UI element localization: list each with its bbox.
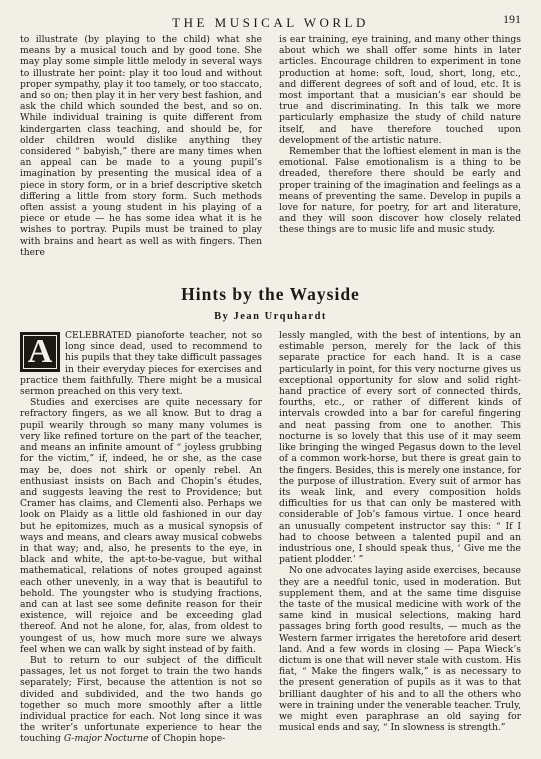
article-title: Hints by the Wayside xyxy=(181,284,360,305)
article-left-paragraph-2: Studies and exercises are quite necessary for refractory fingers, as we all know. But to drag a pupil wearily through so many many volumes is very like refined torture on the part of the teacher, and means an infinite amount of “ joyless grubbing for the victim,” if, indeed, he or she, as the case may be, does not shirk or openly rebel. An enthusiast insists on Bach and Chopin’s études, and suggests leaving the rest to Providence; but Cramer has claims, and Clementi also. Perhaps we look on Plaidy as a little old fashioned in our day but he epitomizes, much as a musical synopsis of ways and means, and clears away musical cobwebs in that way; and, also, he presents to the eye, in black and white, the apt-to-be-vague, but withal mathematical, relations of notes grouped against each other unevenly, in a way that is beautiful to behold. The youngster who is studying fractions, and can at last see some definite reason for their existence, will rejoice and be exceeding glad thereof. And not he alone, for, alas, from oldest to youngest of us, how much more sure we always feel when we can walk by sight instead of by faith. xyxy=(20,397,262,655)
page-number: 191 xyxy=(503,12,521,26)
article-right-paragraph-2: No one advocates laying aside exercises, because they are a needful tonic, used in moderation. But supplement them, and at the same time disguise the taste of the musical medicine with work of the same kind in musical selections, making hard passages bring forth good results, — much as the Western farmer irrigates the heretofore arid desert land. And a few words in closing — Papa Wieck’s dictum is one that will never stale with custom. His fiat, “ Make the fingers walk,” is as necessary to the present generation of pupils as it was to that brilliant daughter of his and to all the others who were in training under the venerable teacher. Truly, we might even paraphrase an old saying for musical ends and say, “ In slowness is strength.” xyxy=(279,565,521,734)
article-byline: By Jean Urquhardt xyxy=(214,311,327,323)
top-left-column xyxy=(20,34,262,258)
running-title: THE MUSICAL WORLD xyxy=(172,15,369,30)
nocturne-title: G-major Nocturne xyxy=(63,733,149,745)
article-right-paragraph-1: lessly mangled, with the best of intentions, by an estimable person, merely for the lack of this separate practice for each hand. It is a case particularly in point, for this very nocturne gives us exceptional opportunity for slow and solid right-hand practice of every sort of connected thirds, fourths, etc., or rather of different kinds of intervals crowded into a bar for careful fingering and neat passing from one to another. This nocturne is so lovely that this use of it may seem like bringing the winged Pegasus down to the level of a common work-horse, but there is great gain to the fingers. Besides, this is merely one instance, for the purpose of illustration. Every suit of armor has its weak link, and every composition holds difficulties for us that can only be mastered with considerable of Job’s famous virtue. I once heard an unusually competent instructor say this: “ If I had to choose between a talented pupil and an industrious one, I should speak thus, ‘ Give me the patient plodder.’ ” xyxy=(279,330,521,566)
top-right-column xyxy=(279,34,521,258)
article-left-column xyxy=(20,330,262,745)
paragraph-3-text-start: But to return to our subject of the difficult passages, let us not forget to train the two hands separately; First, because the attention is not so divided and subdivided, and the two hands go together so much more smoothly after a little individual practice for each. Not long since it was the writer’s unfortunate experience to hear the touching xyxy=(20,654,262,745)
top-left-paragraph: to illustrate (by playing to the child) what she means by a musical touch and by good tone. She may play some simple little melody in several ways to illustrate her point: play it too loud and without proper sympathy, play it too tamely, or too staccato, and so on; then play it in her very best fashion, and ask the child which sounded the best, and so on. While individual training is quite different from kindergarten class teaching, and should be, for older children would dislike anything they considered “ babyish,” there are many times when an appeal can be made to a young pupil’s imagination by presenting the musical idea of a piece in story form, or in a brief descriptive sketch differing a little from story form. Such methods often assist a young student in his playing of a piece or etude — he has some idea what it is he wishes to portray. Pupils must be trained to play with brains and heart as well as with fingers. Then there xyxy=(20,34,262,258)
paragraph-3-text-end: of Chopin hope- xyxy=(148,733,226,745)
article-left-paragraph-1-text: CELEBRATED pianoforte teacher, not so long since dead, used to recommend to his pupils that they take difficult passages in their everyday pieces for exercises and practice them faithfully. There might be a musical sermon preached on this very text. xyxy=(20,330,262,398)
article-left-paragraph-3 xyxy=(20,655,262,745)
top-right-paragraph-2: Remember that the loftiest element in man is the emotional. False emotionalism is a thing to be dreaded, therefore there should be early and proper training of the imagination and feelings as a means of preventing the same. Develop in pupils a love for nature, for poetry, for art and literature, and they will soon discover how closely related these things are to music life and music study. xyxy=(279,146,521,236)
article-body xyxy=(20,330,521,745)
running-head xyxy=(20,12,521,34)
top-right-paragraph-1: is ear training, eye training, and many other things about which we shall offer some hints in later articles. Encourage children to experiment in tone production at home: soft, loud, short, long, etc., and different degrees of soft and of loud, etc. It is most important that a musician’s ear should be true and discriminating. In this talk we more particularly emphasize the study of child nature itself, and have therefore touched upon development of the artistic nature. xyxy=(279,34,521,146)
article-right-column xyxy=(279,330,521,745)
top-section xyxy=(20,34,521,258)
article-left-paragraph-1 xyxy=(20,330,262,397)
article-header xyxy=(20,284,521,322)
drop-cap: A xyxy=(20,332,60,372)
